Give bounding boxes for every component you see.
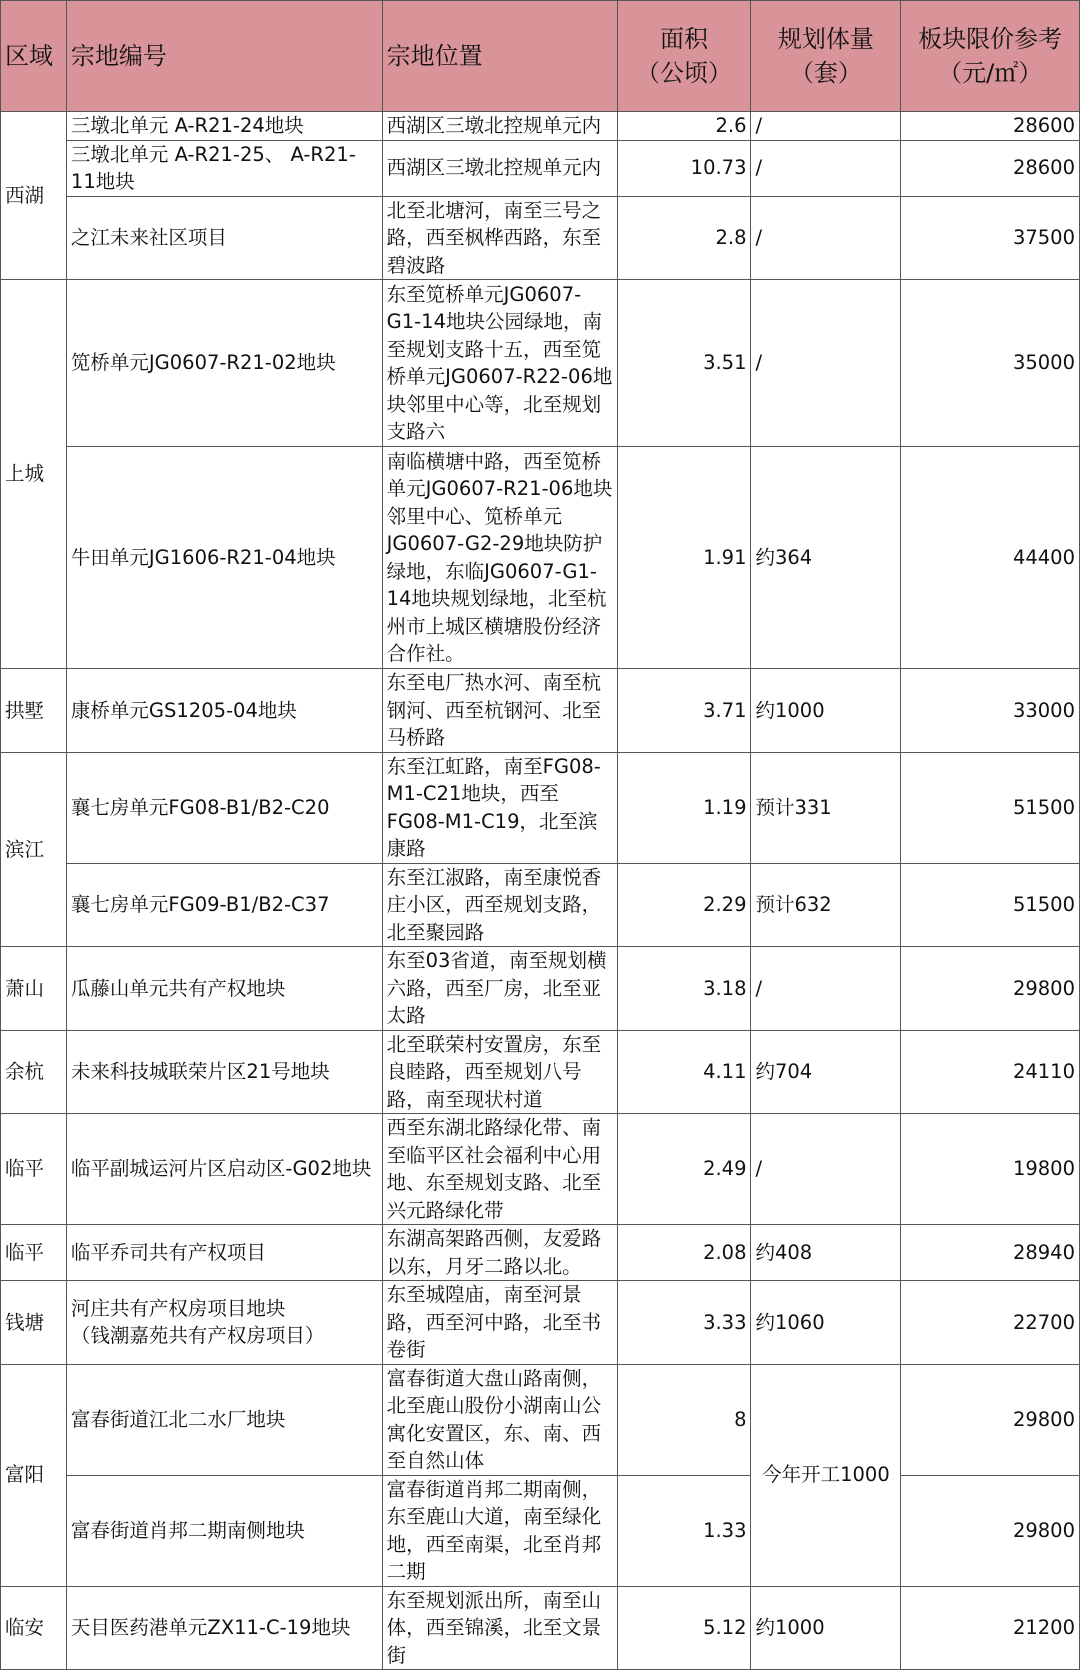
location-cell: 东湖高架路西侧，友爱路以东，月牙二路以北。 xyxy=(382,1225,617,1281)
price-cell: 29800 xyxy=(901,1364,1080,1475)
plot-id-cell: 富春街道肖邦二期南侧地块 xyxy=(66,1475,382,1586)
table-row xyxy=(1,1586,1080,1670)
table-row xyxy=(1,1114,1080,1225)
area-cell: 2.8 xyxy=(617,196,751,280)
volume-cell: / xyxy=(751,140,901,196)
area-cell: 2.6 xyxy=(617,112,751,141)
location-cell: 西湖区三墩北控规单元内 xyxy=(382,112,617,141)
price-cell: 29800 xyxy=(901,947,1080,1031)
area-cell: 3.18 xyxy=(617,947,751,1031)
table-row xyxy=(1,669,1080,753)
plot-id-cell: 笕桥单元JG0607-R21-02地块 xyxy=(66,280,382,447)
header-plot-id: 宗地编号 xyxy=(66,1,382,112)
area-cell: 1.33 xyxy=(617,1475,751,1586)
plot-id-cell: 临平副城运河片区启动区-G02地块 xyxy=(66,1114,382,1225)
area-cell: 2.49 xyxy=(617,1114,751,1225)
area-cell: 1.91 xyxy=(617,447,751,669)
table-row xyxy=(1,140,1080,196)
location-cell: 东至笕桥单元JG0607-G1-14地块公园绿地，南至规划支路十五，西至笕桥单元JG0607-R22-06地块邻里中心等，北至规划支路六 xyxy=(382,280,617,447)
table-row xyxy=(1,863,1080,947)
plot-id-cell: 富春街道江北二水厂地块 xyxy=(66,1364,382,1475)
table-row xyxy=(1,447,1080,669)
region-cell: 钱塘 xyxy=(1,1281,67,1365)
price-cell: 29800 xyxy=(901,1475,1080,1586)
area-cell: 3.33 xyxy=(617,1281,751,1365)
plot-id-cell: 瓜藤山单元共有产权地块 xyxy=(66,947,382,1031)
plot-id-cell: 未来科技城联荣片区21号地块 xyxy=(66,1030,382,1114)
region-cell: 余杭 xyxy=(1,1030,67,1114)
plot-id-cell: 三墩北单元 A-R21-24地块 xyxy=(66,112,382,141)
table-row xyxy=(1,1364,1080,1475)
price-cell: 21200 xyxy=(901,1586,1080,1670)
table-row xyxy=(1,752,1080,863)
price-cell: 51500 xyxy=(901,863,1080,947)
header-region: 区域 xyxy=(1,1,67,112)
plot-id-cell: 牛田单元JG1606-R21-04地块 xyxy=(66,447,382,669)
price-cell: 28600 xyxy=(901,140,1080,196)
location-cell: 东至江虹路，南至FG08-M1-C21地块，西至FG08-M1-C19，北至滨康路 xyxy=(382,752,617,863)
header-price: 板块限价参考 （元/㎡） xyxy=(901,1,1080,112)
location-cell: 富春街道肖邦二期南侧，东至鹿山大道，南至绿化地，西至南渠，北至肖邦二期 xyxy=(382,1475,617,1586)
location-cell: 北至联荣村安置房，东至良睦路，西至规划八号路，南至现状村道 xyxy=(382,1030,617,1114)
price-cell: 51500 xyxy=(901,752,1080,863)
price-cell: 28940 xyxy=(901,1225,1080,1281)
area-cell: 8 xyxy=(617,1364,751,1475)
region-cell: 萧山 xyxy=(1,947,67,1031)
table-row xyxy=(1,1475,1080,1586)
header-row xyxy=(1,1,1080,112)
area-cell: 2.08 xyxy=(617,1225,751,1281)
location-cell: 东至03省道，南至规划横六路，西至厂房，北至亚太路 xyxy=(382,947,617,1031)
volume-cell: 约1000 xyxy=(751,669,901,753)
price-cell: 24110 xyxy=(901,1030,1080,1114)
volume-cell: 今年开工1000 xyxy=(751,1364,901,1586)
header-location: 宗地位置 xyxy=(382,1,617,112)
location-cell: 东至城隍庙，南至河景路，西至河中路，北至书卷街 xyxy=(382,1281,617,1365)
plot-id-cell: 康桥单元GS1205-04地块 xyxy=(66,669,382,753)
volume-cell: / xyxy=(751,947,901,1031)
area-cell: 1.19 xyxy=(617,752,751,863)
volume-cell: / xyxy=(751,1114,901,1225)
table-row xyxy=(1,196,1080,280)
area-cell: 4.11 xyxy=(617,1030,751,1114)
volume-cell: 约1000 xyxy=(751,1586,901,1670)
table-row xyxy=(1,280,1080,447)
area-cell: 5.12 xyxy=(617,1586,751,1670)
area-cell: 2.29 xyxy=(617,863,751,947)
price-cell: 44400 xyxy=(901,447,1080,669)
price-cell: 19800 xyxy=(901,1114,1080,1225)
area-cell: 3.71 xyxy=(617,669,751,753)
volume-cell: 约364 xyxy=(751,447,901,669)
area-cell: 10.73 xyxy=(617,140,751,196)
location-cell: 北至北塘河，南至三号之路，西至枫桦西路，东至碧波路 xyxy=(382,196,617,280)
price-cell: 28600 xyxy=(901,112,1080,141)
plot-id-cell: 襄七房单元FG08-B1/B2-C20 xyxy=(66,752,382,863)
location-cell: 东至规划派出所，南至山体，西至锦溪，北至文景街 xyxy=(382,1586,617,1670)
region-cell: 临平 xyxy=(1,1114,67,1225)
volume-cell: / xyxy=(751,280,901,447)
volume-cell: 约704 xyxy=(751,1030,901,1114)
volume-cell: 约1060 xyxy=(751,1281,901,1365)
plot-id-cell: 天目医药港单元ZX11-C-19地块 xyxy=(66,1586,382,1670)
location-cell: 东至电厂热水河、南至杭钢河、西至杭钢河、北至马桥路 xyxy=(382,669,617,753)
header-area: 面积 （公顷） xyxy=(617,1,751,112)
table-row xyxy=(1,1281,1080,1365)
volume-cell: 预计331 xyxy=(751,752,901,863)
area-cell: 3.51 xyxy=(617,280,751,447)
region-cell: 滨江 xyxy=(1,752,67,947)
price-cell: 22700 xyxy=(901,1281,1080,1365)
volume-cell: / xyxy=(751,196,901,280)
location-cell: 西湖区三墩北控规单元内 xyxy=(382,140,617,196)
location-cell: 西至东湖北路绿化带、南至临平区社会福利中心用地、东至规划支路、北至兴元路绿化带 xyxy=(382,1114,617,1225)
location-cell: 南临横塘中路，西至笕桥单元JG0607-R21-06地块邻里中心、笕桥单元JG0607-G2-29地块防护绿地，东临JG0607-G1-14地块规划绿地，北至杭州市上城区横塘股份经济合作社。 xyxy=(382,447,617,669)
region-cell: 西湖 xyxy=(1,112,67,280)
region-cell: 临安 xyxy=(1,1586,67,1670)
table-row xyxy=(1,112,1080,141)
table-row xyxy=(1,1030,1080,1114)
region-cell: 上城 xyxy=(1,280,67,669)
table-row xyxy=(1,1225,1080,1281)
plot-id-cell: 襄七房单元FG09-B1/B2-C37 xyxy=(66,863,382,947)
header-volume: 规划体量 （套） xyxy=(751,1,901,112)
location-cell: 东至江淑路，南至康悦香庄小区，西至规划支路，北至聚园路 xyxy=(382,863,617,947)
region-cell: 拱墅 xyxy=(1,669,67,753)
price-cell: 33000 xyxy=(901,669,1080,753)
region-cell: 富阳 xyxy=(1,1364,67,1586)
table-row xyxy=(1,947,1080,1031)
price-cell: 35000 xyxy=(901,280,1080,447)
location-cell: 富春街道大盘山路南侧，北至鹿山股份小湖南山公寓化安置区，东、南、西至自然山体 xyxy=(382,1364,617,1475)
region-cell: 临平 xyxy=(1,1225,67,1281)
volume-cell: 预计632 xyxy=(751,863,901,947)
plot-id-cell: 三墩北单元 A-R21-25、 A-R21-11地块 xyxy=(66,140,382,196)
plot-id-cell: 河庄共有产权房项目地块 （钱潮嘉苑共有产权房项目） xyxy=(66,1281,382,1365)
plot-id-cell: 临平乔司共有产权项目 xyxy=(66,1225,382,1281)
plot-id-cell: 之江未来社区项目 xyxy=(66,196,382,280)
volume-cell: 约408 xyxy=(751,1225,901,1281)
price-cell: 37500 xyxy=(901,196,1080,280)
volume-cell: / xyxy=(751,112,901,141)
